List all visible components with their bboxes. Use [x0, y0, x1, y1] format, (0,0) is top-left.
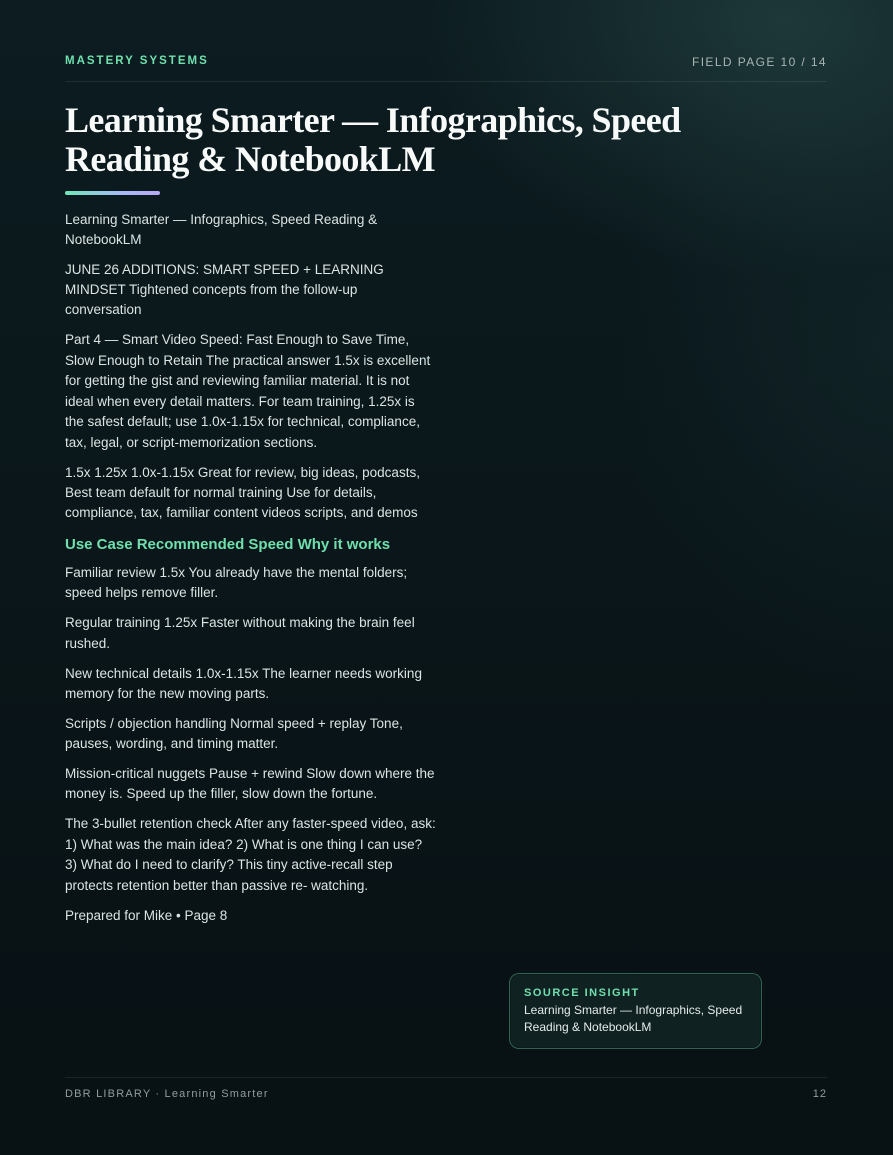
source-insight-card: [509, 973, 762, 1049]
use-case-familiar-review: Familiar review 1.5x You already have the mental folders; speed helps remove filler.: [65, 565, 408, 600]
brand-label: MASTERY SYSTEMS: [65, 55, 209, 67]
title-accent-bar: [65, 191, 160, 195]
use-case-heading: Use Case Recommended Speed Why it works: [65, 536, 391, 553]
source-insight-text: Learning Smarter — Infographics, Speed Reading & NotebookLM: [524, 1003, 743, 1034]
smart-speed-paragraph: Part 4 — Smart Video Speed: Fast Enough to Save Time, Slow Enough to Retain The practical answer 1.5x is excellent for getting the gist and reviewing familiar material. It is not ideal when every detail matters. For team training, 1.25x is the safest default; use 1.0x-1.15x for technical, compliance, tax, legal, or script-memorization sections.: [65, 332, 431, 450]
intro-paragraph: Learning Smarter — Infographics, Speed Reading & NotebookLM: [65, 212, 378, 247]
additions-paragraph: JUNE 26 ADDITIONS: SMART SPEED + LEARNING MINDSET Tightened concepts from the follow-up conversation: [65, 262, 384, 317]
use-case-mission-critical: Mission-critical nuggets Pause + rewind Slow down where the money is. Speed up the filler, slow down the fortune.: [65, 766, 435, 801]
footer-library-label: DBR LIBRARY · Learning Smarter: [65, 1088, 269, 1100]
use-case-technical-details: New technical details 1.0x-1.15x The learner needs working memory for the new moving parts.: [65, 666, 422, 701]
page-footer: [65, 1077, 827, 1108]
use-case-regular-training: Regular training 1.25x Faster without making the brain feel rushed.: [65, 615, 415, 651]
use-case-scripts: Scripts / objection handling Normal speed + replay Tone, pauses, wording, and timing matter.: [65, 716, 403, 751]
retention-check-paragraph: The 3-bullet retention check After any faster-speed video, ask: 1) What was the main idea? 2) What is one thing I can use? 3) What do I need to clarify? This tiny active-recall step protects retention better than passive re- watching.: [65, 816, 436, 893]
main-content: [65, 210, 437, 936]
footer-page-number: 12: [812, 1088, 827, 1100]
prepared-for-line: Prepared for Mike • Page 8: [65, 908, 228, 923]
page-title: Learning Smarter — Infographics, Speed Reading & NotebookLM: [65, 100, 681, 179]
page-header: [65, 55, 827, 82]
source-insight-label: SOURCE INSIGHT: [524, 987, 640, 999]
speed-summary-paragraph: 1.5x 1.25x 1.0x-1.15x Great for review, big ideas, podcasts, Best team default for normal training Use for details, compliance, tax, familiar content videos scripts, and demos: [65, 465, 420, 520]
field-page-indicator: FIELD PAGE 10 / 14: [691, 55, 827, 69]
